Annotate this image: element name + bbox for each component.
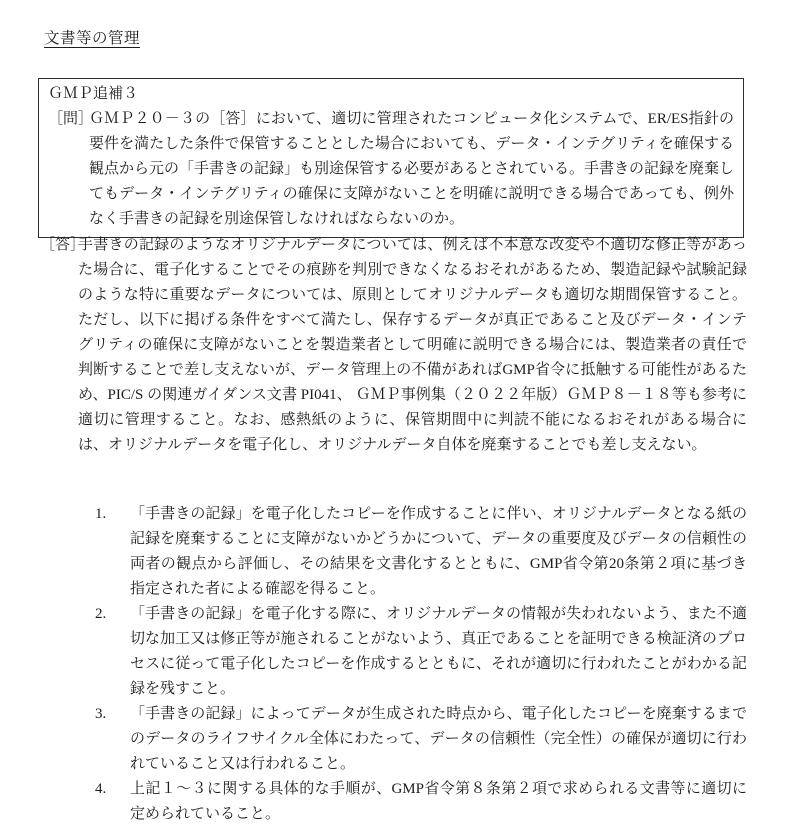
answer-paragraph xyxy=(40,233,747,458)
condition-item xyxy=(95,777,747,827)
condition-number: 1. xyxy=(95,506,107,522)
question-label: ［問］ xyxy=(48,111,94,127)
condition-text: 「手書きの記録」を電子化したコピーを作成することに伴い、オリジナルデータとなる紙の記録を廃棄することに支障がないかどうかについて、データの重要度及びデータの信頼性の両者の観点から評価し、その結果を文書化するとともに、GMP省令第20条第２項に基づき指定された者による確認を得ること。 xyxy=(130,506,747,597)
condition-number: 2. xyxy=(95,606,107,622)
conditions-list xyxy=(95,502,747,827)
condition-number: 4. xyxy=(95,781,107,797)
page-title: 文書等の管理 xyxy=(44,30,141,47)
condition-item xyxy=(95,702,747,777)
condition-item xyxy=(95,502,747,602)
condition-text: 「手書きの記録」によってデータが生成された時点から、電子化したコピーを廃棄するまでのデータのライフサイクル全体にわたって、データの信頼性（完全性）の確保が適切に行われていること又は行われること。 xyxy=(130,706,747,772)
condition-text: 上記１～３に関する具体的な手順が、GMP省令第８条第２項で求められる文書等に適切に定められていること。 xyxy=(130,781,747,822)
question-text: ＧＭＰ２０－３の［答］において、適切に管理されたコンピュータ化システムで、ER/ES指針の要件を満たした条件で保管することとした場合においても、データ・インテグリティを確保する観点から元の「手書きの記録」も別途保管する必要があるとされている。手書きの記録を廃棄してもデータ・インテグリティの確保に支障がないことを明確に説明できる場合であっても、例外なく手書きの記録を別途保管しなければならないのか。 xyxy=(89,111,735,227)
condition-number: 3. xyxy=(95,706,107,722)
question-paragraph xyxy=(48,107,734,232)
question-box-header: ＧＭＰ追補３ xyxy=(48,86,139,102)
question-box xyxy=(38,78,744,238)
condition-item xyxy=(95,602,747,702)
condition-text: 「手書きの記録」を電子化する際に、オリジナルデータの情報が失われないよう、また不適切な加工又は修正等が施されることがないよう、真正であることを証明できる検証済のプロセスに従って電子化したコピーを作成するとともに、それが適切に行われたことがわかる記録を残すこと。 xyxy=(130,606,747,697)
answer-text: 手書きの記録のようなオリジナルデータについては、例えば不本意な改変や不適切な修正等があった場合に、電子化することでその痕跡を判別できなくなるおそれがあるため、製造記録や試験記録のような特に重要なデータについては、原則としてオリジナルデータも適切な期間保管すること。ただし、以下に掲げる条件をすべて満たし、保存するデータが真正であること及びデータ・インテグリティの確保に支障がないことを製造業者として明確に説明できる場合には、製造業者の責任で判断することで差し支えないが、データ管理上の不備があればGMP省令に抵触する可能性があるため、PIC/S の関連ガイダンス文書 PI041、 ＧＭＰ事例集（２０２２年版）ＧＭＰ８－１８等も参考に適切に管理すること。なお、感熱紙のように、保管期間中に判読不能になるおそれがある場合には、オリジナルデータを電子化し、オリジナルデータ自体を廃棄することでも差し支えない。 xyxy=(78,237,747,453)
answer-label: ［答］ xyxy=(40,237,86,253)
